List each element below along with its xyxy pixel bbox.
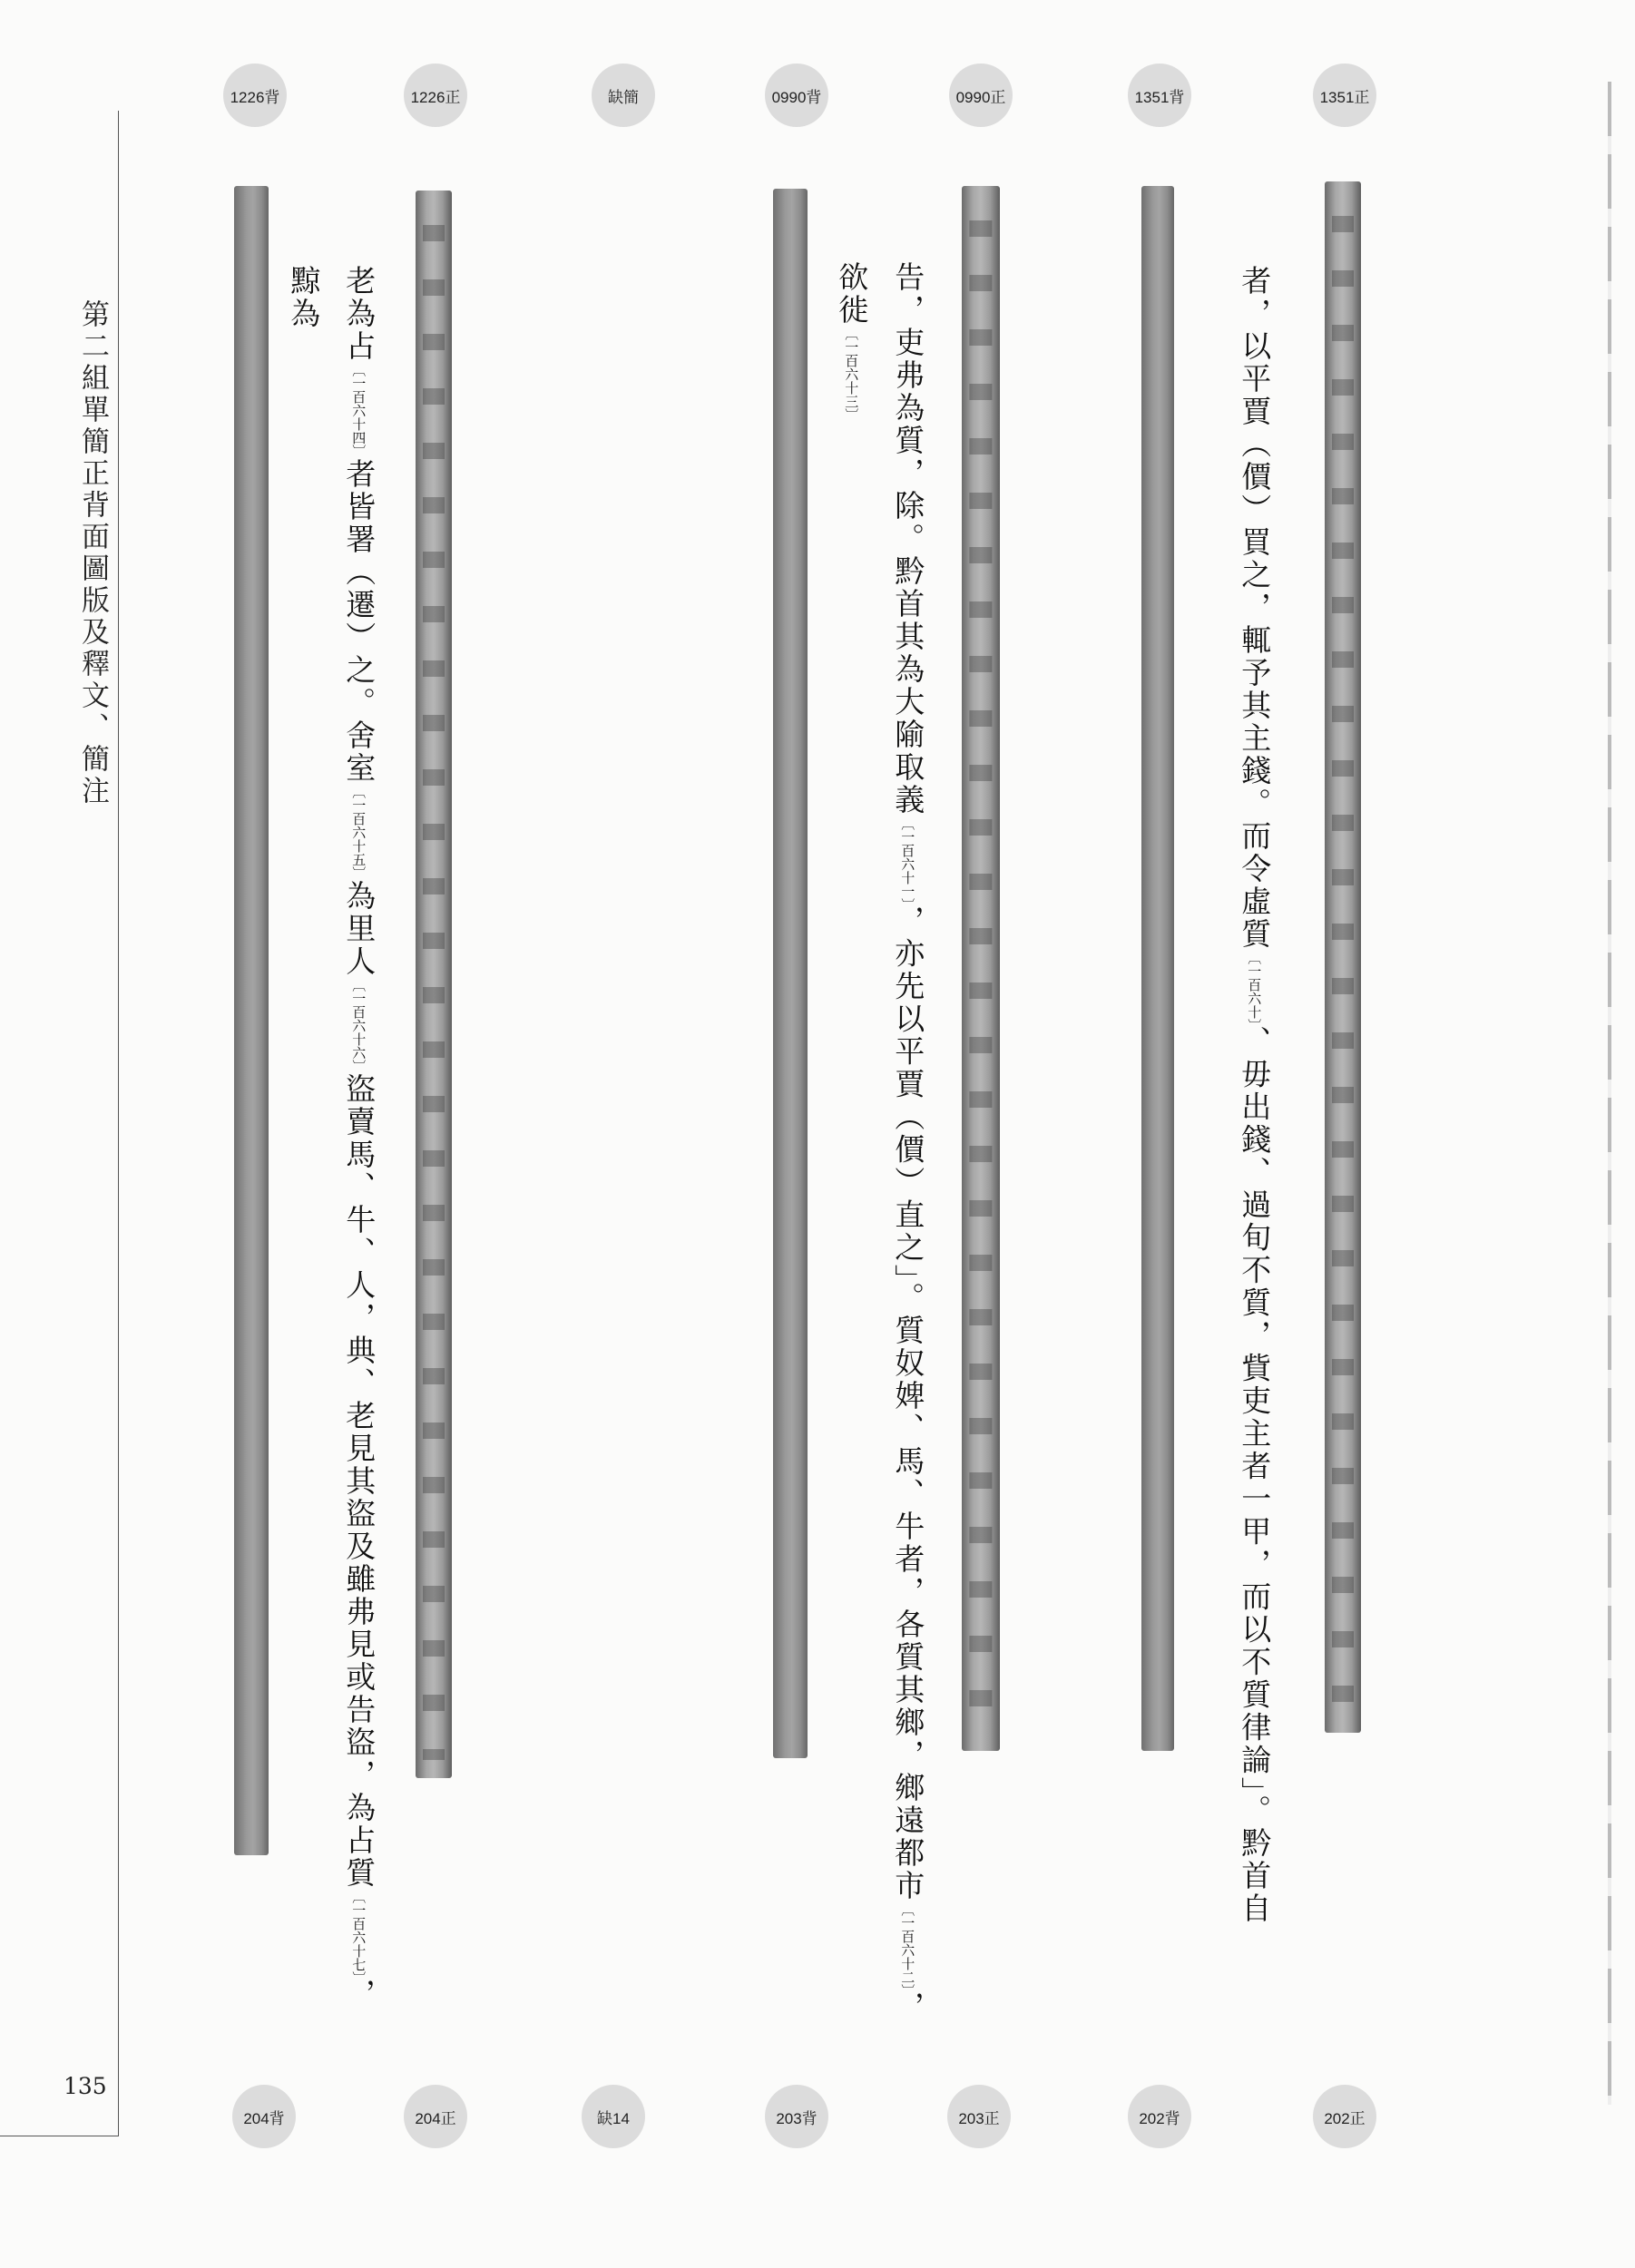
- text: 、毋出錢、過旬不質，貲吏主者一甲，而以不質律論」。黔首自: [1237, 1025, 1273, 1925]
- text: 告，吏弗為質，除。黔首其為大隃取義: [890, 261, 926, 816]
- label-bottom-202-front: 202正: [1313, 2085, 1376, 2148]
- footnote-ref: 〔一百六十七〕: [350, 1890, 367, 1979]
- slip-1226-front: [416, 191, 452, 1778]
- label-bottom-204-back: 204背: [232, 2085, 296, 2148]
- label-top-1226-front: 1226正: [404, 64, 467, 127]
- transcription-204-a: [340, 265, 377, 2011]
- label-top-1226-back: 1226背: [223, 64, 287, 127]
- footnote-ref: 〔一百六十六〕: [350, 978, 367, 1073]
- slip-1351-front: [1325, 181, 1361, 1733]
- text: ，: [890, 1990, 926, 2024]
- page-edge: [1608, 82, 1611, 2105]
- label-bottom-204-front: 204正: [404, 2085, 467, 2148]
- slip-0990-back: [773, 189, 808, 1758]
- footnote-ref: 〔一百六十五〕: [350, 785, 367, 880]
- label-top-0990-back: 0990背: [765, 64, 828, 127]
- text: 黥為: [286, 265, 322, 330]
- footnote-ref: 〔一百六十〕: [1246, 951, 1263, 1026]
- text: 為里人: [341, 880, 377, 978]
- label-top-1351-back: 1351背: [1128, 64, 1191, 127]
- text: 者，以平賈（價）買之，輒予其主錢。而令虛質: [1237, 265, 1273, 951]
- text: 盜賣馬、牛、人，典、老見其盜及雖弗見或告盜，為占質: [341, 1073, 377, 1890]
- text: ，: [341, 1978, 377, 2011]
- label-bottom-203-front: 203正: [947, 2085, 1011, 2148]
- slip-1351-back: [1141, 186, 1174, 1751]
- slip-1226-back: [234, 186, 269, 1855]
- transcription-203-a: [889, 261, 926, 2024]
- text: ，亦先以平賈（價）直之」。質奴婢、馬、牛者，各質其鄉，鄉遠都市: [890, 904, 926, 1902]
- transcription-202: [1236, 265, 1273, 1925]
- transcription-204-b: [285, 265, 322, 330]
- text: 欲徙: [834, 261, 870, 327]
- label-top-1351-front: 1351正: [1313, 64, 1376, 127]
- page-number: 135: [64, 2073, 107, 2099]
- footnote-ref: 〔一百六十一〕: [899, 816, 916, 905]
- text: 者皆署（遷）之。舍室: [341, 458, 377, 785]
- label-top-missing: 缺簡: [592, 64, 655, 127]
- footnote-ref: 〔一百六十四〕: [350, 363, 367, 458]
- label-top-0990-front: 0990正: [949, 64, 1013, 127]
- transcription-203-b: [833, 261, 870, 422]
- label-bottom-missing-14: 缺14: [582, 2085, 645, 2148]
- label-bottom-202-back: 202背: [1128, 2085, 1191, 2148]
- text: 老為占: [341, 265, 377, 363]
- footnote-ref: 〔一百六十三〕: [843, 327, 860, 422]
- footnote-ref: 〔一百六十二〕: [899, 1902, 916, 1991]
- section-title: 第二組單簡正背面圖版及釋文、簡注: [76, 299, 109, 807]
- label-bottom-203-back: 203背: [765, 2085, 828, 2148]
- slip-0990-front: [962, 186, 1000, 1751]
